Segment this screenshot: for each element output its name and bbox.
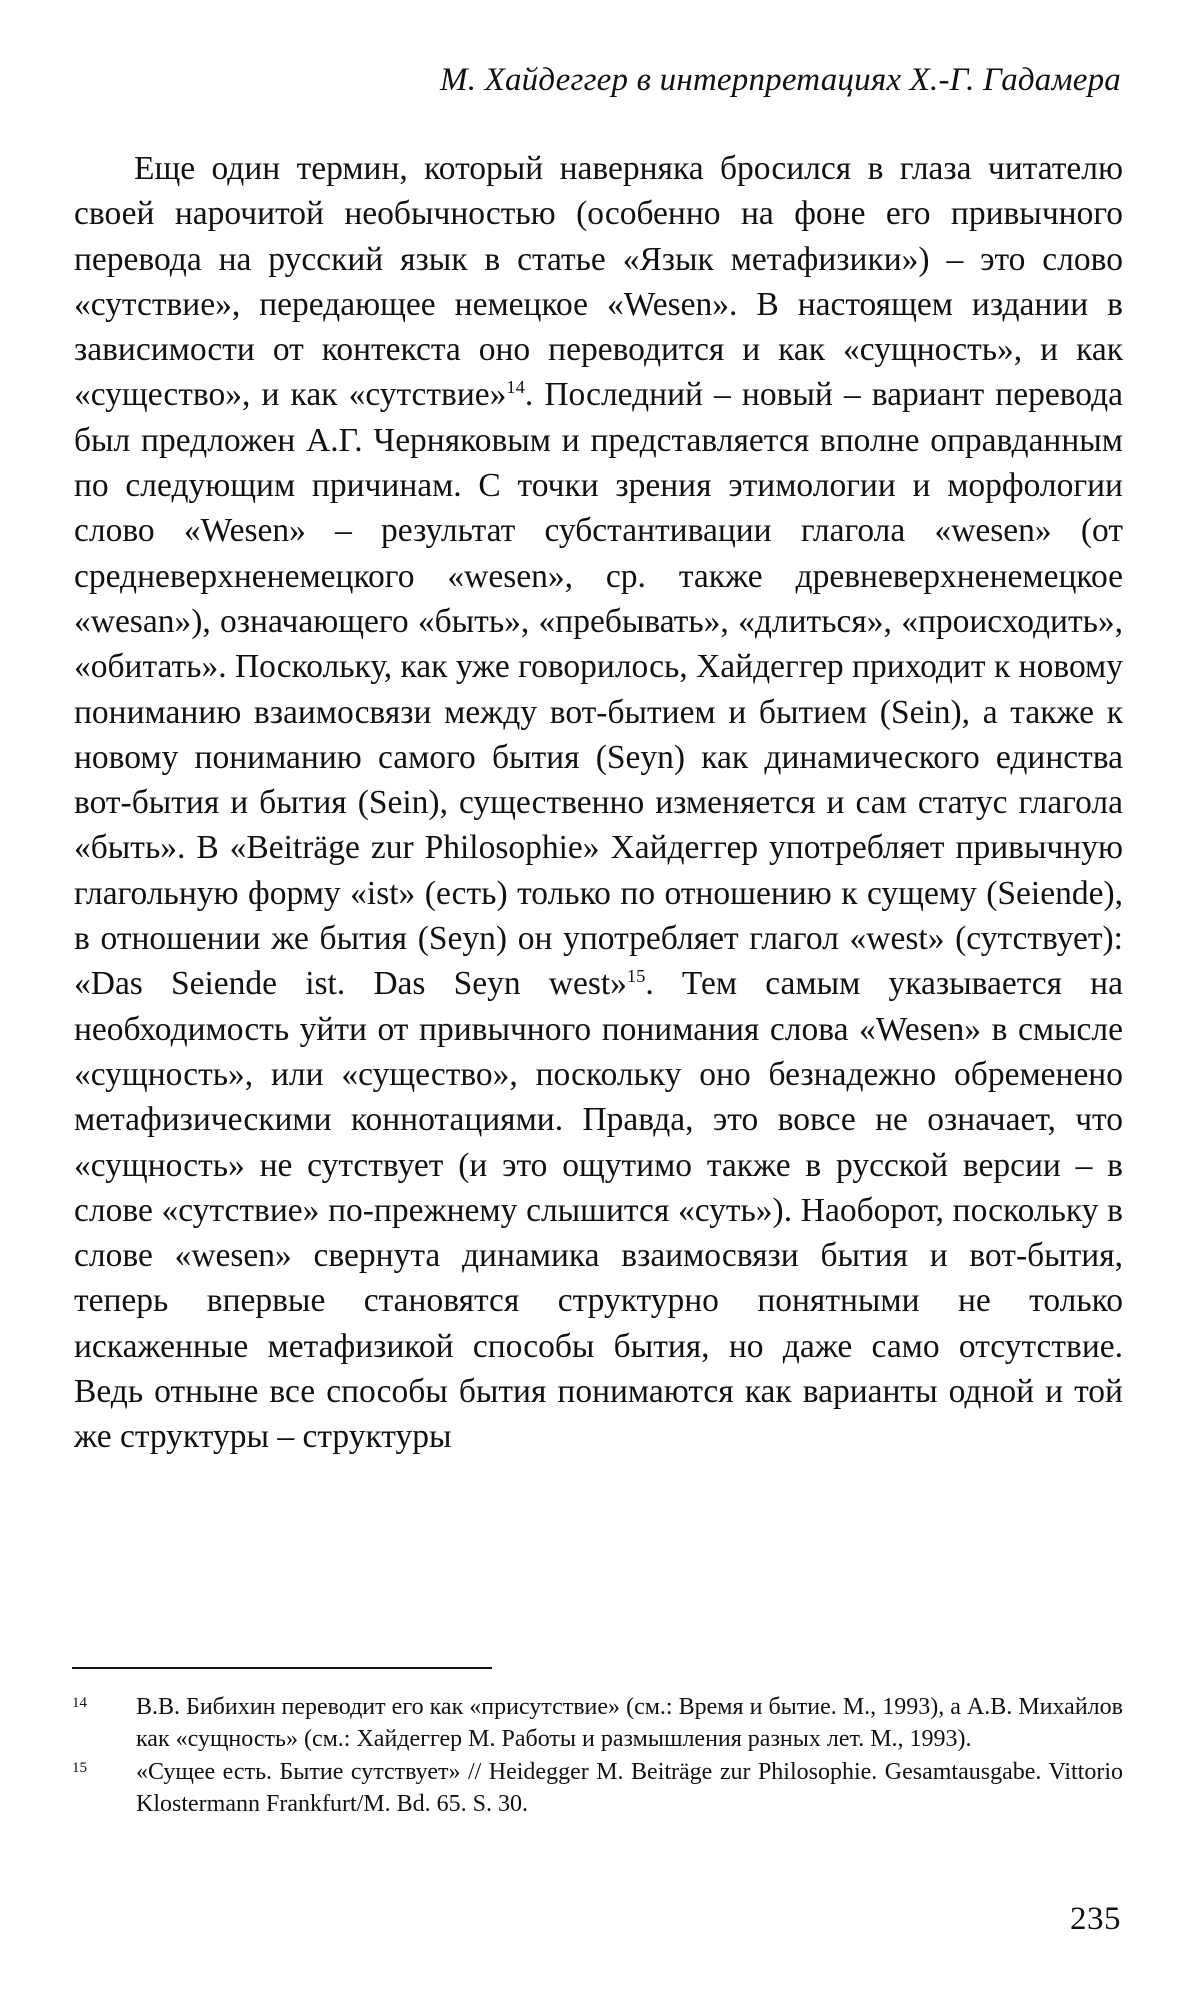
footnote-reference-14: 14 [506, 377, 525, 398]
footnote-14 [72, 1692, 1123, 1755]
body-paragraph [74, 146, 1123, 1460]
footnotes [72, 1692, 1123, 1822]
footnote-reference-15: 15 [626, 966, 646, 987]
body-text-part-1: Еще один термин, который наверняка бросился в глаза читателю своей нарочитой необычностью (особенно на фоне его привычного перевода на русский язык в статье «Язык метафизики») – это слово «сутствие», передающее немецкое «Wesen». В настоящем издании в зависимости от контекста оно переводится и как «сущность», и как «существо», и как «сутствие» [74, 150, 1123, 414]
footnote-number: 14 [72, 1695, 87, 1711]
page-number: 235 [1070, 1901, 1121, 1937]
body-text-part-3: . Тем самым указывается на необходимость уйти от привычного понимания слова «Wesen» в смысле «сущность», или «существо», поскольку оно безнадежно обременено метафизическими коннотациями. Правда, это вовсе не означает, что «сущность» не сутствует (и это ощутимо также в русской версии – в слове «сутствие» по-прежнему слышится «суть»). Наоборот, поскольку в слове «wesen» свернута динамика взаимосвязи бытия и вот-бытия, теперь впервые становятся структурно понятными не только искаженные метафизикой способы бытия, но даже само отсутствие. Ведь отныне все способы бытия понимаются как варианты одной и той же структуры – структуры [74, 965, 1123, 1456]
running-header: М. Хайдеггер в интерпретациях Х.-Г. Гадамера [440, 62, 1121, 98]
footnote-15 [72, 1757, 1123, 1820]
footnote-separator [72, 1667, 492, 1669]
footnote-text: В.В. Бибихин переводит его как «присутствие» (см.: Время и бытие. М., 1993), а А.В. Михайлов как «сущность» (см.: Хайдеггер М. Работы и размышления разных лет. М., 1993). [136, 1694, 1123, 1752]
footnote-number: 15 [72, 1760, 87, 1776]
body-text-part-2: . Последний – новый – вариант перевода был предложен А.Г. Черняковым и представляется вполне оправданным по следующим причинам. С точки зрения этимологии и морфологии слово «Wesen» – результат субстантивации глагола «wesen» (от средневерхненемецкого «wesen», ср. также древневерхненемецкое «wesan»), означающего «быть», «пребывать», «длиться», «происходить», «обитать». Поскольку, как уже говорилось, Хайдеггер приходит к новому пониманию взаимосвязи между вот-бытием и бытием (Sein), а также к новому пониманию самого бытия (Seyn) как динамического единства вот-бытия и бытия (Sein), существенно изменяется и сам статус глагола «быть». В «Beiträge zur Philosophie» Хайдеггер употребляет привычную глагольную форму «ist» (есть) только по отношению к сущему (Seiende), в отношении же бытия (Seyn) он употребляет глагол «west» (сутствует): «Das Seiende ist. Das Seyn west» [74, 376, 1123, 1003]
footnote-text: «Сущее есть. Бытие сутствует» // Heidegger M. Beiträge zur Philosophie. Gesamtausgabe. Vittorio Klostermann Frankfurt/M. Bd. 65. S. 30. [136, 1759, 1123, 1817]
